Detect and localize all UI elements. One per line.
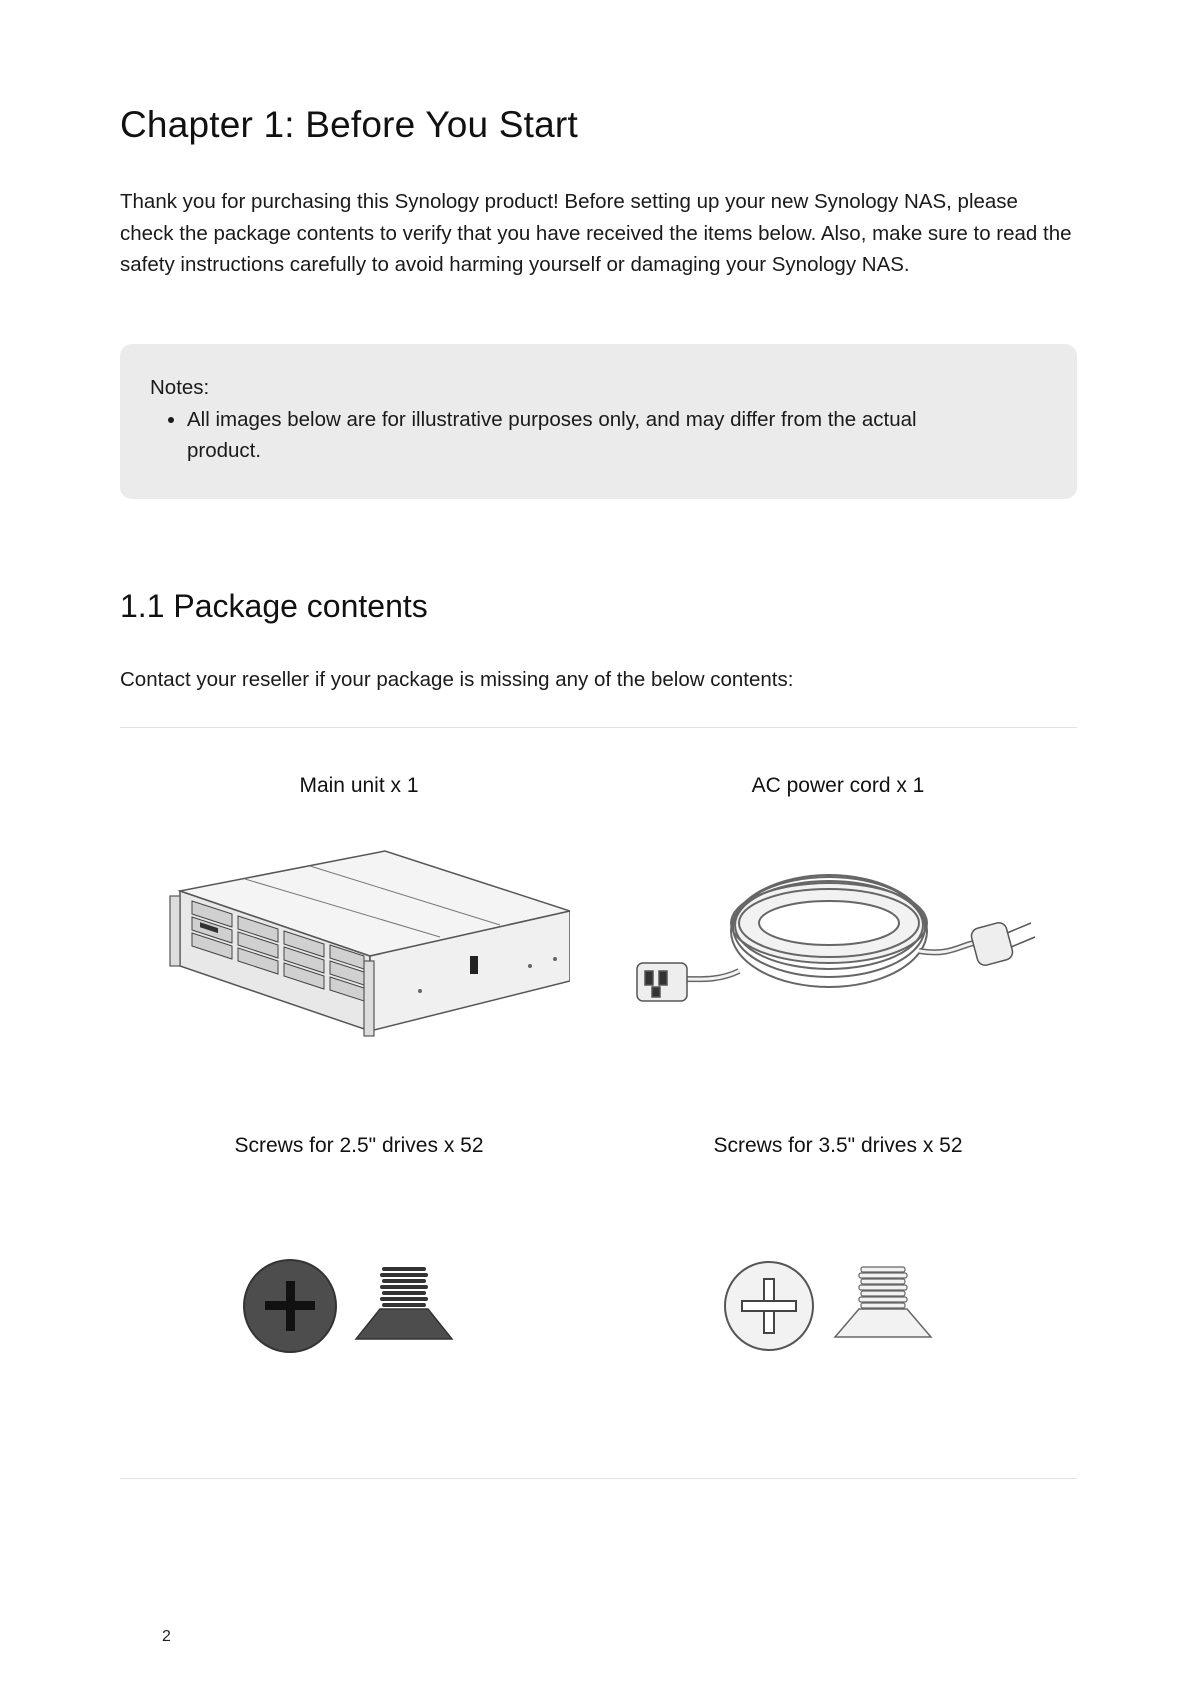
light-flat-head-screw-icon <box>719 1251 959 1361</box>
notes-list <box>150 404 1047 467</box>
nas-main-unit-icon <box>150 841 570 1041</box>
section-intro-paragraph: Contact your reseller if your package is missing any of the below contents: <box>120 668 794 691</box>
page-number: 2 <box>162 1628 171 1645</box>
ac-power-cord-icon <box>629 851 1049 1041</box>
content-item-screws-3-5 <box>599 1131 1077 1161</box>
chapter-title: Chapter 1: Before You Start <box>120 104 578 145</box>
content-item-label: AC power cord x 1 <box>751 774 925 797</box>
content-item-label: Screws for 2.5" drives x 52 <box>234 1134 484 1157</box>
notes-item: • All images below are for illustrative purposes only, and may differ from the actual product. <box>187 404 1047 467</box>
chapter-intro-paragraph: Thank you for purchasing this Synology product! Before setting up your new Synology NAS, please check the package contents to verify that you have received the items below. Also, make sure to read the safety instructions carefully to avoid harming yourself or damaging your Synology NAS. <box>120 190 1072 276</box>
content-item-label: Screws for 3.5" drives x 52 <box>713 1134 963 1157</box>
contents-bottom-divider <box>120 1478 1077 1479</box>
dark-flat-head-screw-icon <box>240 1251 480 1361</box>
package-contents-grid <box>120 727 1077 1478</box>
content-item-ac-power-cord <box>599 771 1077 801</box>
notes-box <box>120 344 1077 499</box>
section-title: 1.1 Package contents <box>120 588 428 624</box>
content-item-main-unit <box>120 771 598 801</box>
content-item-screws-2-5 <box>120 1131 598 1161</box>
notes-title: Notes: <box>150 376 210 399</box>
content-item-label: Main unit x 1 <box>299 774 419 797</box>
